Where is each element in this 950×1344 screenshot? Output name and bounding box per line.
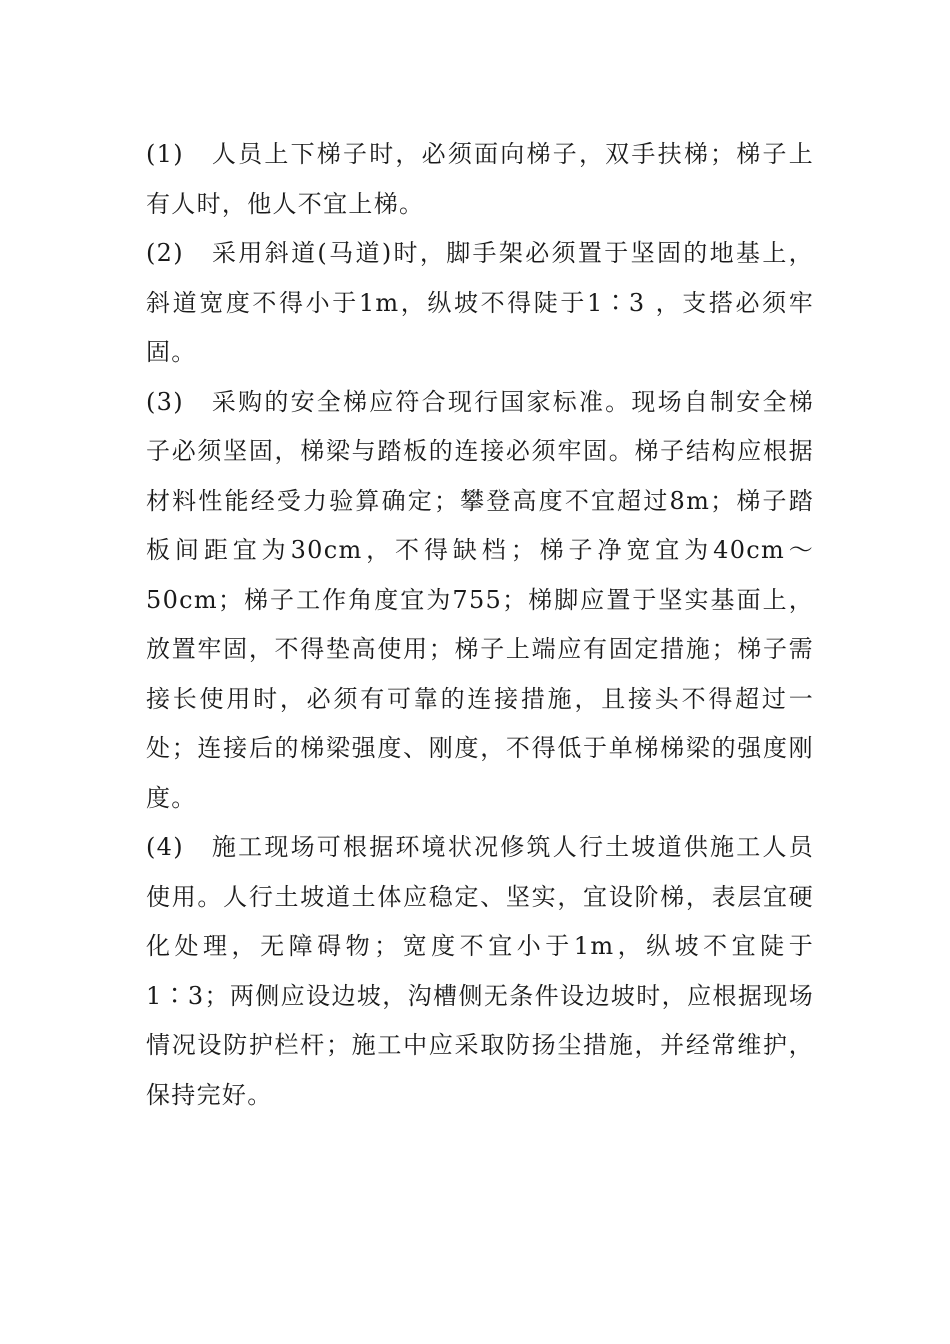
item-text: 采购的安全梯应符合现行国家标准。现场自制安全梯子必须坚固，梯梁与踏板的连接必须牢固。梯子结构应根据材料性能经受力验算确定；攀登高度不宜超过8m；梯子踏板间距宜为30cm，不得缺档；梯子净宽宜为40cm～50cm；梯子工作角度宜为755；梯脚应置于坚实基面上，放置牢固，不得垫高使用；梯子上端应有固定措施；梯子需接长使用时，必须有可靠的连接措施，且接头不得超过一处；连接后的梯梁强度、刚度，不得低于单梯梯梁的强度刚度。 — [146, 387, 814, 812]
list-item — [146, 130, 814, 229]
item-number: (1) — [146, 140, 184, 168]
item-text: 施工现场可根据环境状况修筑人行土坡道供施工人员使用。人行土坡道土体应稳定、坚实，宜设阶梯，表层宜硬化处理，无障碍物；宽度不宜小于1m，纵坡不宜陡于1∶3；两侧应设边坡，沟槽侧无条件设边坡时，应根据现场情况设防护栏杆；施工中应采取防扬尘措施，并经常维护，保持完好。 — [146, 833, 814, 1109]
item-number: (2) — [146, 239, 184, 267]
list-item — [146, 378, 814, 824]
document-body — [146, 130, 814, 1120]
item-text: 人员上下梯子时，必须面向梯子，双手扶梯；梯子上有人时，他人不宜上梯。 — [146, 140, 814, 218]
list-item — [146, 229, 814, 378]
item-text: 采用斜道(马道)时，脚手架必须置于坚固的地基上，斜道宽度不得小于1m，纵坡不得陡于1∶3 ，支搭必须牢固。 — [146, 239, 814, 366]
item-number: (3) — [146, 387, 184, 416]
list-item — [146, 823, 814, 1120]
item-number: (4) — [146, 833, 184, 861]
